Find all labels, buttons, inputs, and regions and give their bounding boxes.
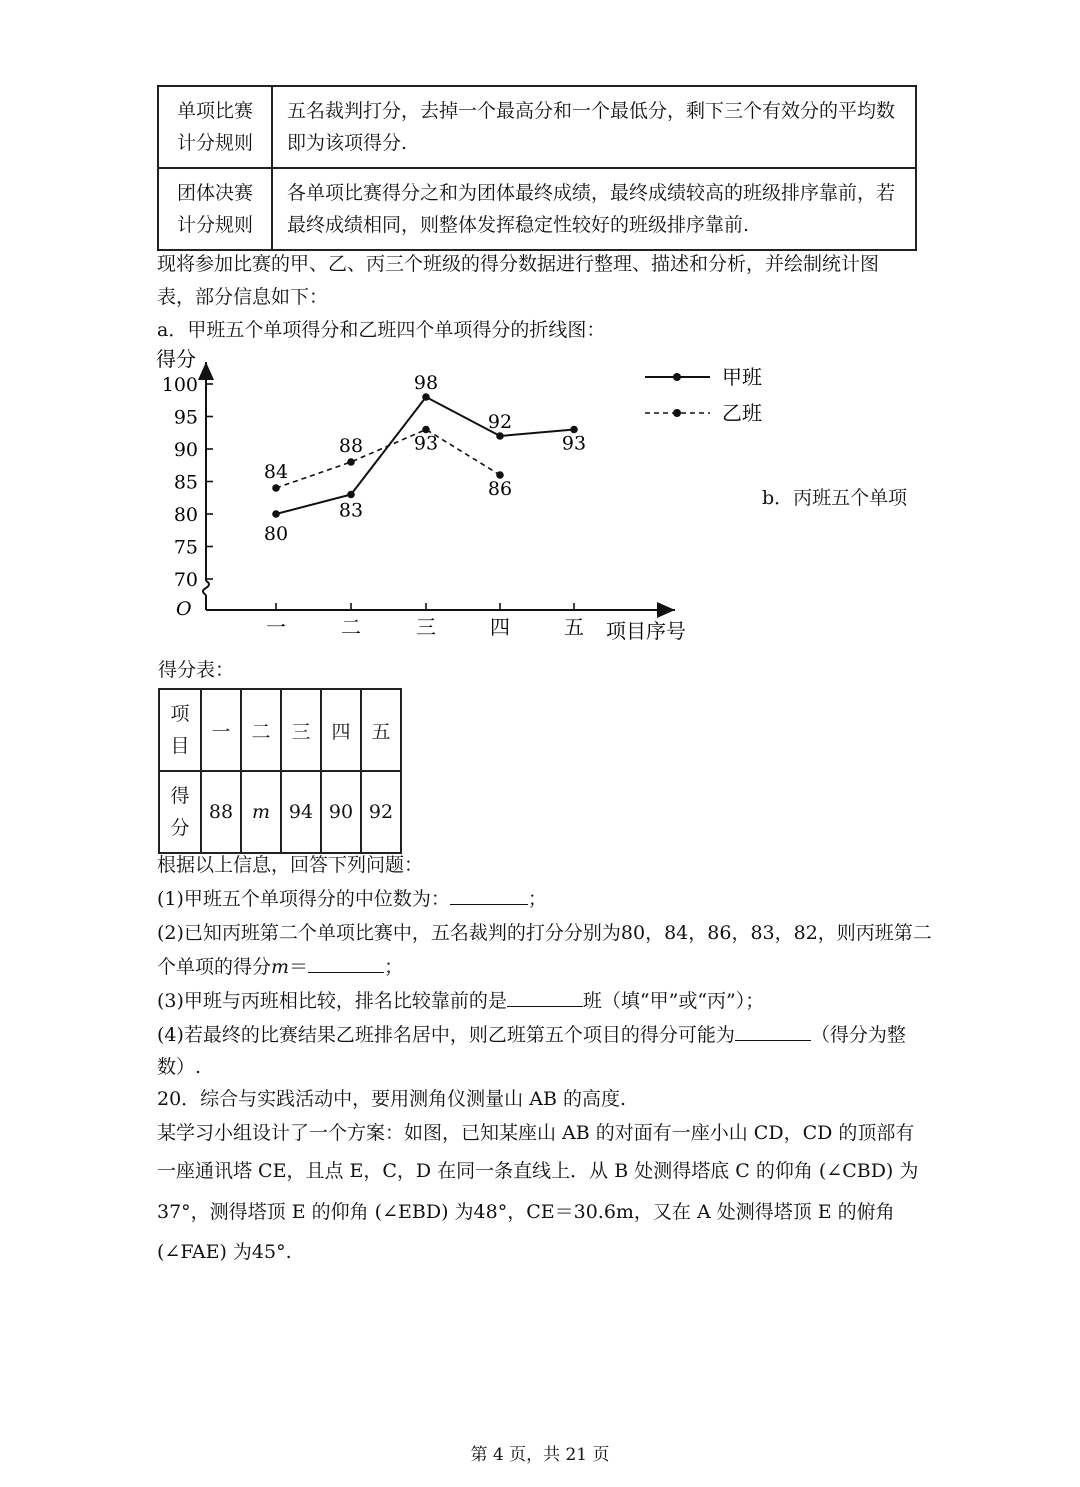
y-tick-label: 80 <box>173 504 198 526</box>
rule-content-cell: 各单项比赛得分之和为团体最终成绩，最终成绩较高的班级排序靠前，若 最终成绩相同，则整体发挥稳定性较好的班级排序靠前. <box>272 168 916 250</box>
score-cell: m <box>241 771 281 853</box>
data-label: 86 <box>487 478 513 500</box>
table-row <box>158 168 916 250</box>
x-tick-label: 五 <box>564 615 584 639</box>
question-3: (3)甲班与丙班相比较，排名比较靠前的是 班（填“甲”或“丙”）； <box>157 985 764 1017</box>
score-cell: 90 <box>321 771 361 853</box>
page-footer: 第 4 页，共 21 页 <box>470 1445 610 1465</box>
question-1: (1)甲班五个单项得分的中位数为： ； <box>157 883 547 915</box>
problem-20-line-2: 某学习小组设计了一个方案：如图，已知某座山 AB 的对面有一座小山 CD，CD 的顶部有 <box>157 1122 915 1144</box>
row-header-cell: 得 分 <box>159 771 201 853</box>
y-tick-label: 95 <box>173 406 198 429</box>
answer-blank[interactable] <box>735 1020 811 1041</box>
x-tick-label: 四 <box>490 615 510 639</box>
score-cell: 88 <box>201 771 241 853</box>
rule-content-cell: 五名裁判打分，去掉一个最高分和一个最低分，剩下三个有效分的平均数 即为该项得分. <box>272 86 916 168</box>
data-point <box>347 491 355 499</box>
chart-legend <box>640 360 780 430</box>
question-2-line-1: (2)已知丙班第二个单项比赛中，五名裁判的打分分别为80，84，86，83，82，则丙班第二 <box>157 922 932 944</box>
data-point <box>496 432 504 440</box>
part-b-label: b．丙班五个单项 <box>762 487 908 509</box>
y-tick-label: 85 <box>173 471 198 494</box>
data-point <box>272 484 280 492</box>
score-table-caption: 得分表： <box>158 659 235 681</box>
question-4-line-1: (4)若最终的比赛结果乙班排名居中，则乙班第五个项目的得分可能为 （得分为整 <box>157 1019 906 1051</box>
data-label: 84 <box>263 461 289 483</box>
item-cell: 五 <box>361 689 401 771</box>
line-chart <box>150 340 710 650</box>
y-axis-label: 得分 <box>156 347 196 371</box>
item-cell: 四 <box>321 689 361 771</box>
x-tick-label: 一 <box>266 615 286 639</box>
score-cell: 92 <box>361 771 401 853</box>
table-row <box>159 771 401 853</box>
rules-table <box>157 85 917 251</box>
question-4-line-2: 数）. <box>157 1056 202 1078</box>
x-tick-label: 二 <box>341 615 361 639</box>
data-label: 88 <box>338 435 364 457</box>
data-label: 80 <box>263 523 289 545</box>
question-2-line-2: 个单项的得分m＝ ； <box>157 951 403 983</box>
score-table <box>158 688 402 854</box>
item-cell: 二 <box>241 689 281 771</box>
table-row <box>159 689 401 771</box>
data-label: 83 <box>338 499 364 522</box>
item-cell: 一 <box>201 689 241 771</box>
x-tick-label: 三 <box>416 615 436 639</box>
series-line-yi <box>276 430 500 489</box>
x-axis-label: 项目序号 <box>606 619 686 643</box>
problem-20-line-1: 20．综合与实践活动中，要用测角仪测量山 AB 的高度. <box>157 1088 626 1110</box>
intro-line-2: 表，部分信息如下： <box>157 286 329 308</box>
answer-blank[interactable] <box>308 952 384 973</box>
y-tick-label: 75 <box>173 536 198 559</box>
data-label: 93 <box>413 432 439 455</box>
problem-20-line-4: 37°，测得塔顶 E 的仰角 (∠EBD) 为48°，CE＝30.6m，又在 A 处测得塔顶 E 的俯角 <box>157 1201 895 1223</box>
data-label: 93 <box>561 432 587 455</box>
data-point <box>347 458 355 466</box>
legend-marker-yi <box>673 409 681 417</box>
answer-blank[interactable] <box>450 884 528 905</box>
answer-blank[interactable] <box>507 986 583 1007</box>
problem-20-line-5: (∠FAE) 为45°. <box>157 1241 292 1263</box>
data-point <box>272 510 280 518</box>
y-tick-label: 90 <box>173 439 198 461</box>
data-point <box>422 393 430 401</box>
y-axis-break <box>203 581 209 595</box>
legend-label-yi: 乙班 <box>722 401 762 425</box>
data-label: 92 <box>487 411 513 433</box>
data-label: 98 <box>413 372 439 394</box>
part-a-label: a．甲班五个单项得分和乙班四个单项得分的折线图： <box>157 319 606 341</box>
chart-series <box>264 372 586 545</box>
series-line-jia <box>276 397 574 514</box>
questions-lead: 根据以上信息，回答下列问题： <box>157 854 424 876</box>
y-tick-label: 70 <box>173 569 198 591</box>
table-row <box>158 86 916 168</box>
rule-header-cell: 单项比赛 计分规则 <box>158 86 272 168</box>
rule-header-cell: 团体决赛 计分规则 <box>158 168 272 250</box>
score-cell: 94 <box>281 771 321 853</box>
legend-label-jia: 甲班 <box>722 365 762 389</box>
header-cell: 项 目 <box>159 689 201 771</box>
problem-20-line-3: 一座通讯塔 CE，且点 E，C，D 在同一条直线上．从 B 处测得塔底 C 的仰角 (∠CBD) 为 <box>157 1160 919 1182</box>
intro-line-1: 现将参加比赛的甲、乙、丙三个班级的得分数据进行整理、描述和分析，并绘制统计图 <box>157 253 880 275</box>
item-cell: 三 <box>281 689 321 771</box>
y-tick-label: 100 <box>161 374 198 396</box>
legend-marker-jia <box>673 373 681 381</box>
origin-label: O <box>176 598 192 620</box>
